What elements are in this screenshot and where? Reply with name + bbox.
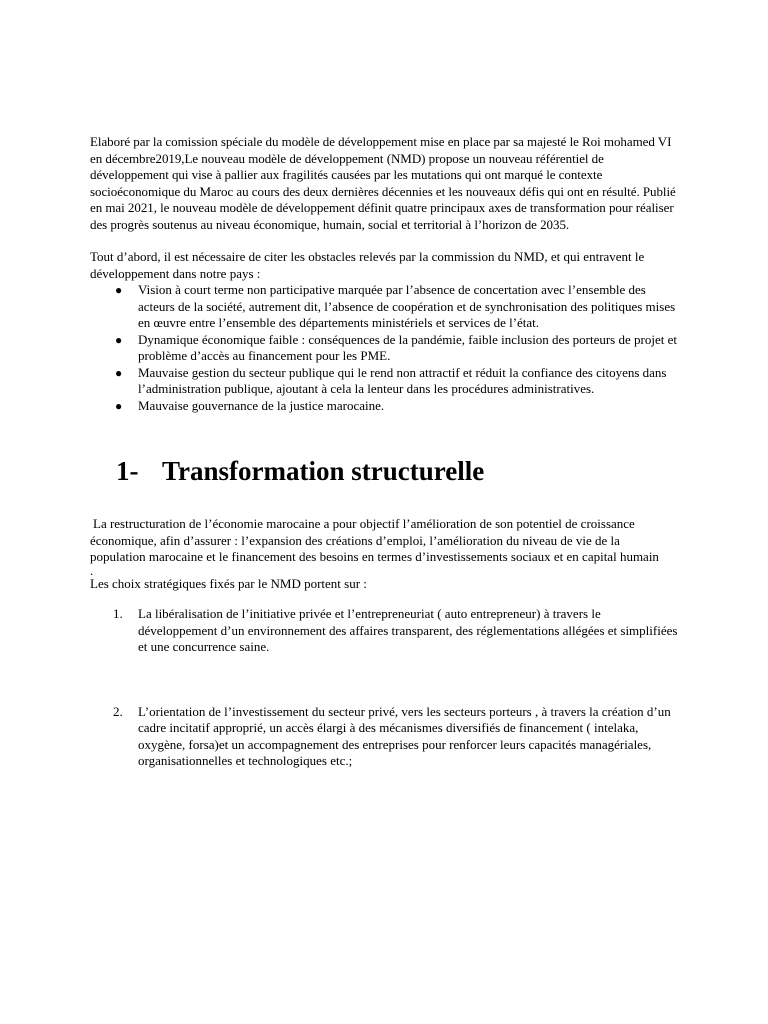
choice-text: L’orientation de l’investissement du secteur privé, vers les secteurs porteurs , à travers la création d’un cadre incitatif approprié, un accès élargi à des mécanismes diversifiés de financement ( intelaka, oxygène, forsa)et un accompagnement des entreprises pour renforcer leurs capacités managériales, organisationnelles et technologiques etc.; <box>138 703 671 768</box>
stray-dot: . <box>90 562 94 578</box>
bullet-icon: ● <box>115 398 123 413</box>
obstacle-item <box>115 282 678 332</box>
section-title: Transformation structurelle <box>162 456 485 486</box>
bullet-icon: ● <box>115 365 123 380</box>
obstacles-list <box>90 282 678 414</box>
restructuration-paragraph: La restructuration de l’économie marocaine a pour objectif l’amélioration de son potentiel de croissance économique, afin d’assurer : l’expansion des créations d’emploi, l’amélioration du niveau de vie de la population marocaine et le financement des besoins en termes d’investissements sociaux et en capital humain <box>90 516 659 564</box>
obstacle-text: Mauvaise gestion du secteur publique qui le rend non attractif et réduit la confiance des citoyens dans l’administration publique, ajoutant à cela la lenteur dans les procédures administratives. <box>138 364 667 396</box>
bullet-icon: ● <box>115 283 123 297</box>
obstacles-intro-paragraph: Tout d’abord, il est nécessaire de citer les obstacles relevés par la commission du NMD, et qui entravent le développement dans notre pays : <box>90 249 645 281</box>
choice-text: La libéralisation de l’initiative privée et l’entrepreneuriat ( auto entrepreneur) à travers le développement d’un environnement des affaires transparent, des réglementations allégées et simplifiées et une concurrence saine. <box>138 606 678 654</box>
section-heading <box>116 454 678 488</box>
obstacle-text: Dynamique économique faible : conséquences de la pandémie, faible inclusion des porteurs de projet et problème d’accès au financement pour les PME. <box>138 331 677 363</box>
document-page <box>90 134 678 770</box>
section-number: 1- <box>116 456 139 486</box>
intro-paragraph: Elaboré par la comission spéciale du modèle de développement mise en place par sa majesté le Roi mohamed VI en décembre2019,Le nouveau modèle de développement (NMD) propose un nouveau référentiel de développement qui vise à pallier aux fragilités causées par les mutations qui ont marqué le contexte socioéconomique du Maroc au cours des deux dernières décennies et les nouveaux défis qui ont en résulté. Publié en mai 2021, le nouveau modèle de développement définit quatre principaux axes de transformation pour réaliser des progrès soutenus au niveau économique, humain, social et territorial à l’horizon de 2035. <box>90 134 676 232</box>
obstacle-item <box>115 331 678 365</box>
obstacle-item <box>115 364 678 398</box>
choices-intro-paragraph: Les choix stratégiques fixés par le NMD portent sur : <box>90 575 367 591</box>
choices-list <box>90 606 678 770</box>
choice-item <box>113 703 678 770</box>
obstacle-text: Vision à court terme non participative marquée par l’absence de concertation avec l’ensemble des acteurs de la société, autrement dit, l’absence de coopération et de synchronisation des politiques mises en œuvre entre l’ensemble des départements ministériels et services de l’état. <box>138 282 676 330</box>
obstacle-text: Mauvaise gouvernance de la justice marocaine. <box>138 397 385 413</box>
choice-number: 2. <box>113 703 123 719</box>
bullet-icon: ● <box>115 332 123 347</box>
obstacle-item <box>115 397 678 415</box>
choice-item <box>113 606 678 656</box>
choice-number: 1. <box>113 606 123 621</box>
